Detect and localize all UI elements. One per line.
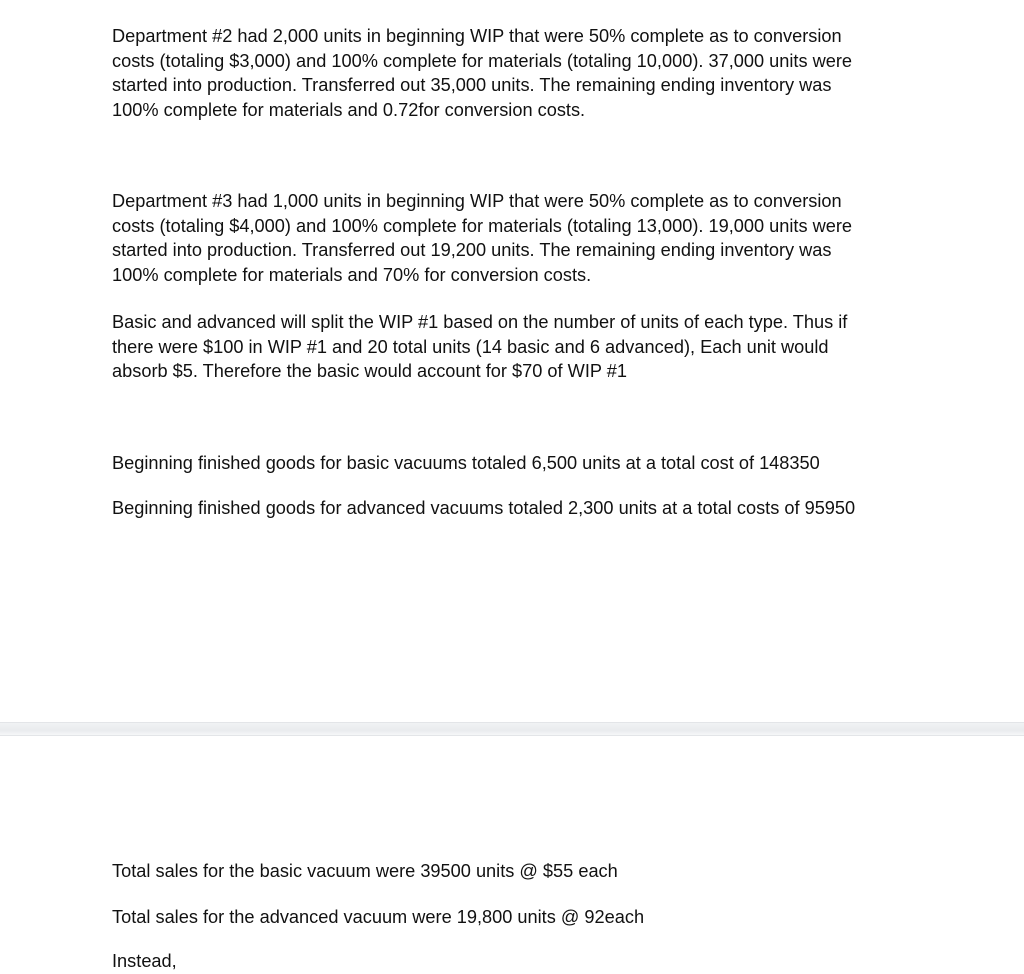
basic-finished-goods-paragraph [112, 451, 924, 476]
paragraph-line: 100% complete for materials and 0.72for conversion costs. [112, 100, 586, 121]
paragraph-line: Total sales for the basic vacuum were 39500 units @ $55 each [112, 861, 618, 881]
wip-split-paragraph [112, 310, 924, 384]
paragraph-line: Beginning finished goods for basic vacuums totaled 6,500 units at a total cost of 148350 [112, 453, 820, 473]
paragraph-line: costs (totaling $4,000) and 100% complete for materials (totaling 13,000). 19,000 units were [112, 215, 853, 236]
basic-sales-paragraph [112, 859, 924, 884]
document-page-2 [0, 736, 1024, 971]
advanced-sales-paragraph [112, 905, 924, 930]
clipped-text-fragment: Instead, [112, 951, 177, 971]
department-2-paragraph [112, 24, 924, 123]
paragraph-line: costs (totaling $3,000) and 100% complete for materials (totaling 10,000). 37,000 units were [112, 50, 853, 71]
paragraph-line: 100% complete for materials and 70% for conversion costs. [112, 265, 592, 286]
paragraph-line: Total sales for the advanced vacuum were 19,800 units @ 92each [112, 907, 645, 927]
page-break-divider [0, 722, 1024, 736]
department-3-paragraph [112, 189, 924, 288]
paragraph-line: started into production. Transferred out 35,000 units. The remaining ending inventory was [112, 75, 832, 96]
paragraph-line: Basic and advanced will split the WIP #1 based on the number of units of each type. Thus if [112, 312, 848, 332]
paragraph-line: absorb $5. Therefore the basic would account for $70 of WIP #1 [112, 361, 627, 382]
paragraph-line: Department #3 had 1,000 units in beginning WIP that were 50% complete as to conversion [112, 191, 842, 211]
advanced-finished-goods-paragraph [112, 496, 924, 521]
paragraph-line: Beginning finished goods for advanced vacuums totaled 2,300 units at a total costs of 95950 [112, 498, 856, 518]
paragraph-line: Department #2 had 2,000 units in beginning WIP that were 50% complete as to conversion [112, 26, 842, 46]
paragraph-line: started into production. Transferred out 19,200 units. The remaining ending inventory was [112, 240, 832, 261]
paragraph-line: there were $100 in WIP #1 and 20 total units (14 basic and 6 advanced), Each unit would [112, 336, 829, 357]
clipped-next-line [112, 949, 192, 971]
